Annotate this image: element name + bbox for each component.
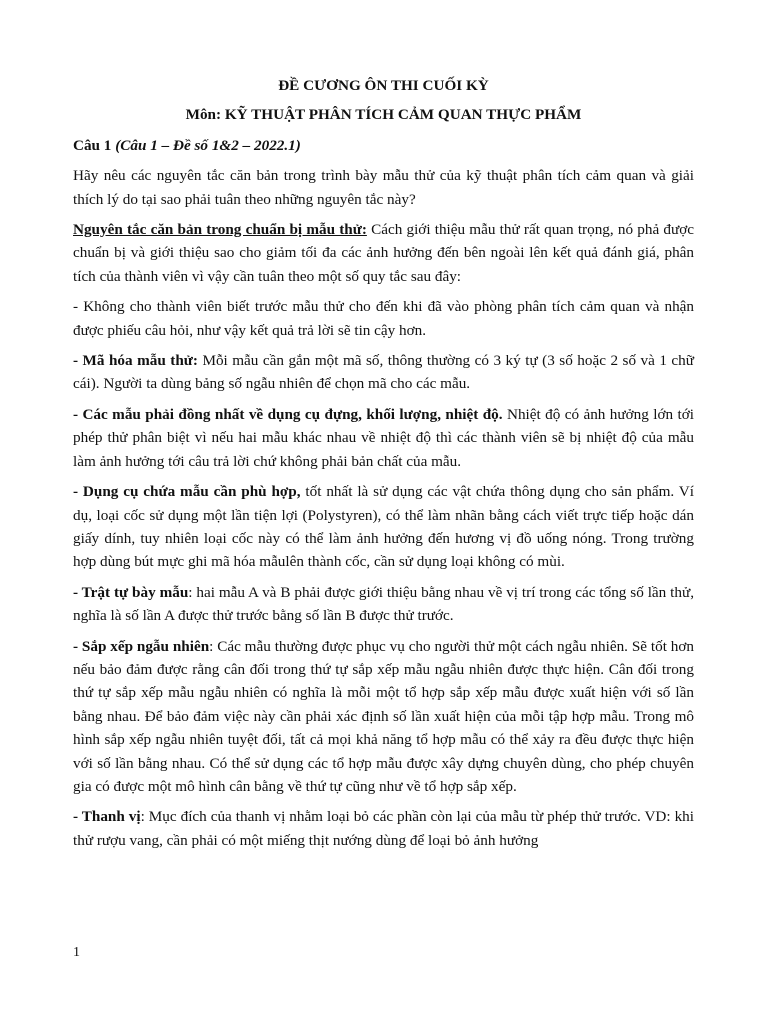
question-label: Câu 1 [73,136,112,154]
document-body [73,74,694,859]
uniform-heading: - Các mẫu phải đồng nhất về dụng cụ đựng, khối lượng, nhiệt độ. [73,405,503,423]
palate-heading: - Thanh vị [73,808,141,826]
page-number: 1 [73,945,80,960]
paragraph-random [73,635,694,799]
paragraph-no-prior: - Không cho thành viên biết trước mẫu thử cho đến khi đã vào phòng phân tích cảm quan và nhận được phiếu câu hỏi, như vậy kết quả trả lời sẽ tin cậy hơn. [73,298,694,339]
order-heading: - Trật tự bày mẫu [73,583,189,601]
uniform-body: Nhiệt độ có ảnh hưởng lớn tới phép thử phân biệt vì nếu hai mẫu khác nhau về nhiệt độ thì các thành viên sẽ bị nhiệt độ của mẫu làm ảnh hưởng tới câu trả lời chứ không phải bản chất của mẫu. [73,405,694,470]
principles-heading: Nguyên tắc căn bản trong chuẩn bị mẫu thử: [73,221,367,239]
order-body: : hai mẫu A và B phải được giới thiệu bằng nhau về vị trí trong các tổng số lần thử, nghĩa là số lần A được thử trước bằng số lần B được thử trước. [73,583,694,625]
paragraph-uniform [73,403,694,473]
paragraph-palate [73,805,694,852]
containers-heading: - Dụng cụ chứa mẫu cần phù hợp, [73,483,301,501]
paragraph-containers [73,480,694,574]
question-text: Hãy nêu các nguyên tắc căn bản trong trình bày mẫu thử của kỹ thuật phân tích cảm quan và giải thích lý do tại sao phải tuân theo những nguyên tắc này? [73,167,694,208]
principles-body: Cách giới thiệu mẫu thử rất quan trọng, nó phả được chuẩn bị và giới thiệu sao cho giảm tối đa các ảnh hưởng đến bên ngoài lên kết quả đánh giá, phân tích của thành viên vì vậy cần tuân theo một số quy tắc sau đây: [73,221,694,285]
random-heading: - Sắp xếp ngẫu nhiên [73,637,210,655]
coding-heading: - Mã hóa mẫu thử: [73,352,198,370]
document-title: ĐỀ CƯƠNG ÔN THI CUỐI KỲ [278,77,489,94]
paragraph-principles [73,218,694,288]
coding-body: Mỗi mẫu cần gắn một mã số, thông thường có 3 ký tự (3 số hoặc 2 số và 1 chữ cái). Người ta dùng bảng số ngẫu nhiên để chọn mã cho các mẫu. [73,352,694,393]
paragraph-order [73,581,694,628]
question-source: (Câu 1 – Đề số 1&2 – 2022.1) [115,136,301,154]
paragraph-coding [73,349,694,396]
subject-title: Môn: KỸ THUẬT PHÂN TÍCH CẢM QUAN THỰC PHẨM [185,106,582,124]
palate-body: : Mục đích của thanh vị nhằm loại bỏ các phần còn lại của mẫu từ phép thử trước. VD: khi thử rượu vang, cần phải có một miếng thịt nướng dùng để loại bỏ ảnh hưởng [73,808,694,849]
random-body: : Các mẫu thường được phục vụ cho người thử một cách ngẫu nhiên. Sẽ tốt hơn nếu bảo đảm được rằng cân đối trong thứ tự sắp xếp mẫu ngẫu nhiên được thực hiện. Cân đối trong thứ tự sắp xếp mẫu ngẫu nhiên có nghĩa là mỗi một tổ hợp sắp xếp mẫu được xuất hiện với số lần bằng nhau. Để bảo đảm việc này cần phải xác định số lần xuất hiện của mỗi tập hợp mẫu. Trong mô hình sắp xếp ngẫu nhiên tuyệt đối, tất cả mọi khả năng tổ hợp mẫu có thể xảy ra đều được thực hiện với số lần bằng nhau. Có thể sử dụng các tổ hợp mẫu được xây dựng chuyên dùng, cho phép chuyên gia có được một mô hình cân bằng về thứ tự cũng như về tổ hợp sắp xếp. [73,637,694,795]
question-heading [73,134,694,157]
containers-body: tốt nhất là sử dụng các vật chứa thông dụng cho sản phẩm. Ví dụ, loại cốc sử dụng một lần tiện lợi (Polystyren), có thể làm nhãn bằng cách viết trực tiếp hoặc dán giấy dính, tuy nhiên loại cốc này có thể làm ảnh hưởng đến hương vị đồ uống nóng. Trong trường hợp dùng bút mực ghi mã hóa mẫulên thành cốc, cần sử dụng loại không có mùi. [73,483,694,571]
